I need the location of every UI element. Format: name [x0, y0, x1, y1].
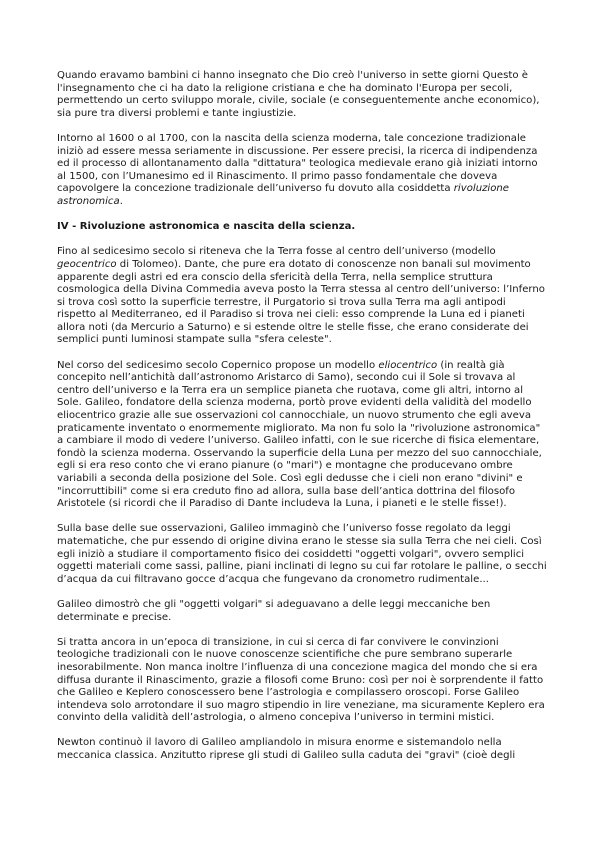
- italic-term: rivoluzione astronomica: [57, 183, 509, 207]
- paragraph-creation: Quando eravamo bambini ci hanno insegnato che Dio creò l'universo in sette giorni Questo è l'insegnamento che ci ha dato la religione cristiana e che ha dominato l'Europa per secoli, permettendo un certo sviluppo morale, civile, sociale (e conseguentemente anche economico), sia pure tra diversi problemi e tante ingiustizie.: [57, 70, 540, 119]
- paragraph-heliocentric: [57, 360, 547, 511]
- section-heading: IV - Rivoluzione astronomica e nascita della scienza.: [57, 221, 356, 233]
- paragraph-transition: Si tratta ancora in un’epoca di transizione, in cui si cerca di far convivere le convinzioni teologiche tradizionali con le nuove conoscenze scientifiche che pure sembrano superarle inesorabilmente. Non manca inoltre l’influenza di una concezione magica del mondo che si era diffusa durante il Rinascimento, grazie a filosofi come Bruno: così per noi è sorprendente il fatto che Galileo e Keplero conoscessero bene l’astrologia e compilassero oroscopi. Forse Galileo intendeva solo arrotondare il suo magro stipendio in lire veneziane, ma sicuramente Keplero era convinto della validità dell’astrologia, o almeno concepiva l’universo in termini mistici.: [57, 636, 545, 724]
- paragraph-vulgar-objects: Galileo dimostrò che gli "oggetti volgari" si adeguavano a delle leggi meccaniche ben determinate e precise.: [57, 598, 491, 623]
- paragraph-newton: Newton continuò il lavoro di Galileo ampliandolo in misura enorme e sistemandolo nella meccanica classica. Anzitutto riprese gli studi di Galileo sulla caduta dei "gravi" (cioè degli: [57, 737, 516, 762]
- italic-term: geocentrico: [57, 258, 117, 270]
- paragraph-text: .: [119, 195, 123, 207]
- paragraph-geocentric: [57, 246, 547, 347]
- paragraph-modern-science: [57, 133, 547, 209]
- paragraph-text: Nel corso del sedicesimo secolo Copernico propose un modello: [57, 359, 379, 371]
- paragraph-text: Intorno al 1600 o al 1700, con la nascita della scienza moderna, tale concezione tradizionale iniziò ad essere messa seriamente in discussione. Per essere precisi, la ricerca di indipendenza ed il processo di allontanamento dalla "dittatura" teologica medievale erano già iniziati intorno al 1500, con l’Umanesimo ed il Rinascimento. Il primo passo fondamentale che doveva capovolgere la concezione tradizionale dell’universo fu dovuto alla cosiddetta: [57, 132, 538, 195]
- paragraph-text: (in realtà già concepito nell’antichità dall’astronomo Aristarco di Samo), secondo cui il Sole si trovava al centro dell’universo e la Terra era un semplice pianeta che ruotava, come gli altri, intorno al Sole. Galileo, fondatore della scienza moderna, portò prove evidenti della validità del modello eliocentrico grazie alle sue osservazioni col cannocchiale, un nuovo strumento che egli aveva praticamente inventato o enormemente migliorato. Ma non fu solo la "rivoluzione astronomica" a cambiare il modo di vedere l’universo. Galileo infatti, con le sue ricerche di fisica elementare, fondò la scienza moderna. Osservando la superficie della Luna per mezzo del suo cannocchiale, egli si era reso conto che vi erano pianure (o "mari") e montagne che producevano ombre variabili a seconda della posizione del Sole. Così egli dedusse che i cieli non erano "divini" e "incorruttibili" come si era creduto fino ad allora, sulla base dell’antica dottrina del filosofo Aristotele (si ricordi che il Paradiso di Dante includeva la Luna, i pianeti e le stelle fisse!).: [57, 359, 542, 510]
- paragraph-text: di Tolomeo). Dante, che pure era dotato di conoscenze non banali sul movimento apparente degli astri ed era conscio della sfericità della Terra, nella semplice struttura cosmologica della Divina Commedia aveva posto la Terra stessa al centro dell’universo: l’Inferno si trova così sotto la superficie terrestre, il Purgatorio si trova sulla Terra ma agli antipodi rispetto al Mediterraneo, ed il Paradiso si trova nei cieli: esso comprende la Luna ed i pianeti allora noti (da Mercurio a Saturno) e si estende oltre le stelle fisse, che erano considerate dei semplici punti luminosi stampate sulla "sfera celeste".: [57, 258, 545, 346]
- paragraph-galileo-laws: Sulla base delle sue osservazioni, Galileo immaginò che l’universo fosse regolato da leggi matematiche, che pur essendo di origine divina erano le stesse sia sulla Terra che nei cieli. Così egli iniziò a studiare il comportamento fisico dei cosiddetti "oggetti volgari", ovvero semplici oggetti materiali come sassi, palline, piani inclinati di legno su cui far rotolare le palline, o secchi d’acqua da cui filtravano gocce d’acqua che fungevano da cronometro rudimentale...: [57, 523, 547, 585]
- italic-term: eliocentrico: [378, 359, 438, 371]
- document-page: [57, 70, 547, 775]
- paragraph-text: Fino al sedicesimo secolo si riteneva che la Terra fosse al centro dell’universo (modello: [57, 246, 496, 258]
